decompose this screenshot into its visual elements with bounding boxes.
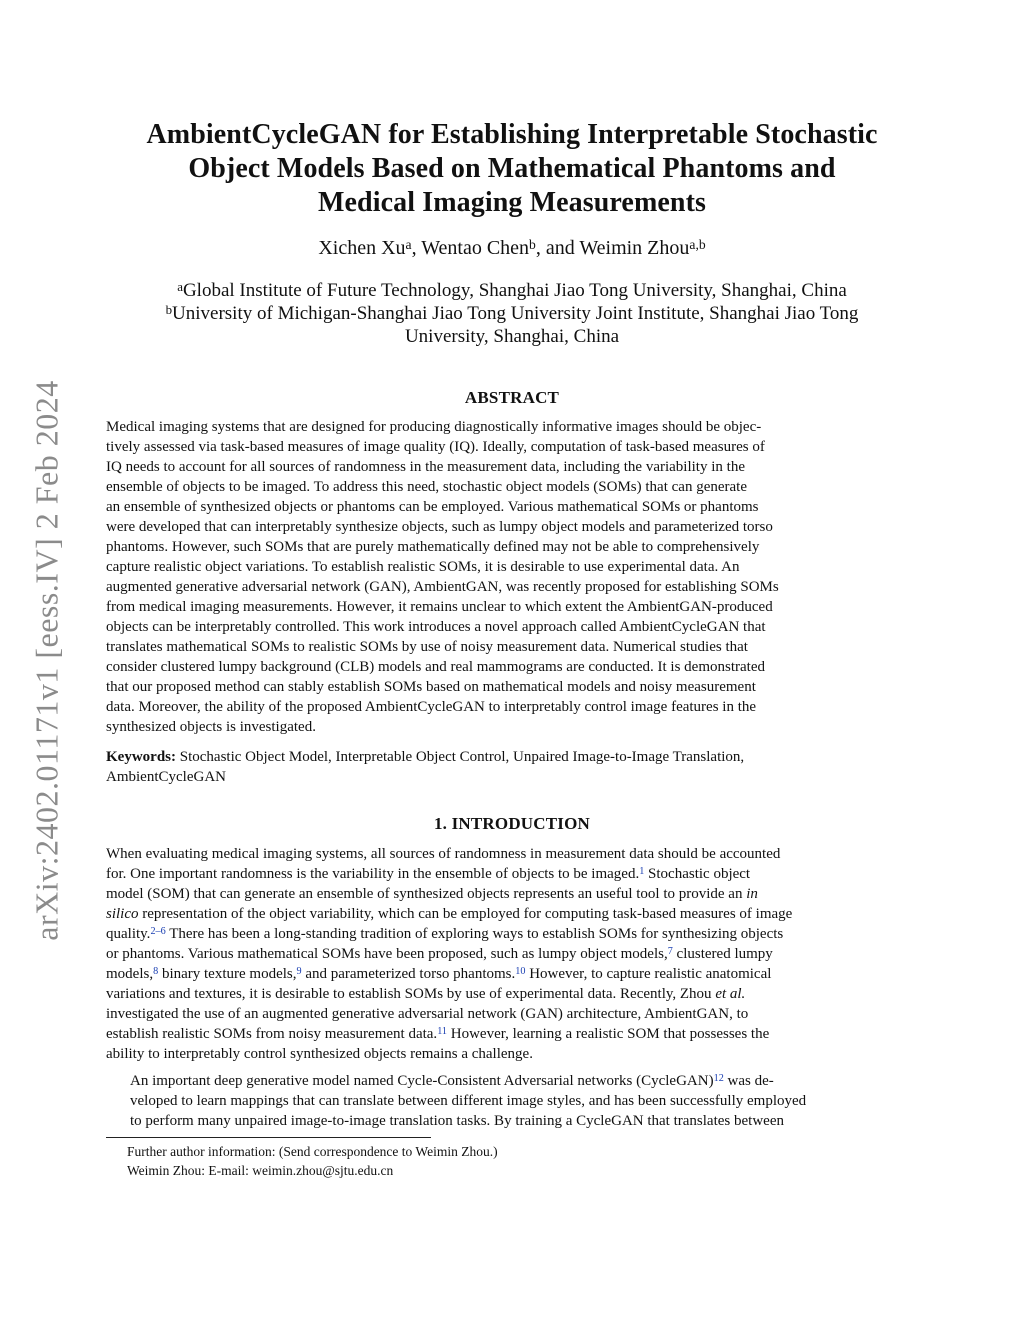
abstract-heading: ABSTRACT: [464, 388, 560, 407]
text-segment: veloped to learn mappings that can translate between different image styles, and has been successfully employed: [130, 1093, 807, 1109]
text-line: data. Moreover, the ability of the proposed AmbientCycleGAN to interpretably control image features in the: [106, 699, 757, 715]
citation-reference[interactable]: 8: [153, 966, 159, 978]
keywords-line: [106, 747, 919, 767]
author-separator: ,: [411, 237, 422, 259]
text-line: that our proposed method can stably establish SOMs based on mathematical models and noisy measurement: [106, 679, 756, 695]
text-line: [106, 884, 919, 904]
text-line: consider clustered lumpy background (CLB) models and real mammograms are conducted. It is demonstrated: [106, 659, 765, 675]
text-line: an ensemble of synthesized objects or phantoms can be employed. Various mathematical SOMs or phantoms: [106, 499, 759, 515]
keywords-paragraph: [106, 747, 919, 787]
citation-reference[interactable]: 2–6: [150, 926, 166, 938]
footnotes: [127, 1142, 827, 1180]
text-segment: and parameterized torso phantoms.: [301, 966, 516, 982]
author-list: [104, 236, 920, 260]
text-line: ensemble of objects to be imaged. To address this need, stochastic object models (SOMs) that can generate: [106, 479, 747, 495]
author-name: Weimin Zhou: [579, 237, 690, 259]
text-segment: There has been a long-standing tradition of exploring ways to establish SOMs for synthesizing objects: [165, 926, 784, 942]
abstract-body: [106, 417, 919, 737]
citation-reference[interactable]: 11: [437, 1026, 447, 1038]
affiliation-line: [104, 325, 920, 348]
title-line: Medical Imaging Measurements: [317, 187, 706, 218]
keywords-text: Stochastic Object Model, Interpretable Object Control, Unpaired Image-to-Image Translation,: [176, 749, 745, 765]
title-line: Object Models Based on Mathematical Phantoms and: [188, 153, 836, 184]
author-affiliation-marker: b: [529, 237, 536, 253]
italic-text: silico: [106, 906, 139, 922]
affiliation-line: [104, 279, 920, 302]
text-line: [106, 1071, 919, 1091]
footnote-line: Further author information: (Send correspondence to Weimin Zhou.): [127, 1144, 498, 1159]
affiliation-line: [104, 302, 920, 325]
author-name: Wentao Chen: [421, 237, 530, 259]
affiliation-text: University, Shanghai, China: [404, 326, 620, 347]
affiliation-text: University of Michigan-Shanghai Jiao Tong University Joint Institute, Shanghai Jiao Tong: [172, 303, 859, 324]
text-line: [106, 924, 919, 944]
affiliation-text: Global Institute of Future Technology, Shanghai Jiao Tong University, Shanghai, China: [182, 280, 847, 301]
text-line: capture realistic object variations. To establish realistic SOMs, it is desirable to use experimental data. An: [106, 559, 740, 575]
keywords-line: AmbientCycleGAN: [106, 769, 226, 785]
text-segment: binary texture models,: [158, 966, 297, 982]
text-segment: Stochastic object: [644, 866, 751, 882]
text-segment: to perform many unpaired image-to-image translation tasks. By training a CycleGAN that translates between: [130, 1113, 784, 1129]
text-line: [106, 984, 919, 1004]
affiliation-marker: a: [177, 279, 183, 295]
text-line: [106, 1004, 919, 1024]
text-segment: When evaluating medical imaging systems, all sources of randomness in measurement data should be accounted: [106, 846, 781, 862]
text-segment: model (SOM) that can generate an ensemble of synthesized objects represents an useful tool to provide an: [106, 886, 747, 902]
text-segment: ability to interpretably control synthesized objects remains a challenge.: [106, 1046, 533, 1062]
author-affiliation-marker: a: [405, 237, 412, 253]
introduction-heading: 1. INTRODUCTION: [433, 814, 591, 833]
text-segment: clustered lumpy: [672, 946, 773, 962]
text-segment: However, to capture realistic anatomical: [525, 966, 772, 982]
text-line: IQ needs to account for all sources of randomness in the measurement data, including the variability in the: [106, 459, 745, 475]
text-segment: models,: [106, 966, 154, 982]
citation-reference[interactable]: 1: [639, 866, 645, 878]
text-line: [106, 1044, 919, 1064]
author-affiliation-marker: a,b: [689, 237, 706, 253]
text-segment: investigated the use of an augmented generative adversarial network (GAN) architecture, AmbientGAN, to: [106, 1006, 749, 1022]
text-line: [106, 964, 919, 984]
text-line: augmented generative adversarial network (GAN), AmbientGAN, was recently proposed for establishing SOMs: [106, 579, 779, 595]
text-line: [106, 1111, 919, 1131]
text-segment: was de-: [723, 1073, 774, 1089]
affiliation-list: [104, 279, 920, 348]
introduction-paragraph-1: [106, 844, 919, 1064]
author-name: Xichen Xu: [318, 237, 406, 259]
keywords-label: Keywords:: [106, 749, 176, 765]
footnote-line: Weimin Zhou: E-mail: weimin.zhou@sjtu.edu.cn: [127, 1163, 394, 1178]
citation-reference[interactable]: 12: [713, 1073, 724, 1085]
text-line: [106, 864, 919, 884]
citation-reference[interactable]: 10: [515, 966, 526, 978]
title-line: AmbientCycleGAN for Establishing Interpretable Stochastic: [146, 119, 878, 150]
arxiv-identifier: arXiv:2402.01171v1 [eess.IV] 2 Feb 2024: [28, 379, 65, 941]
arxiv-identifier-sidebar: [18, 360, 76, 960]
citation-reference[interactable]: 9: [296, 966, 302, 978]
text-line: [106, 1091, 919, 1111]
text-segment: representation of the object variability, which can be employed for computing task-based measures of image: [138, 906, 793, 922]
affiliation-marker: b: [165, 302, 173, 318]
text-line: Medical imaging systems that are designed for producing diagnostically informative images should be objec-: [106, 419, 762, 435]
paper-title: [104, 118, 920, 220]
text-line: [106, 904, 919, 924]
text-line: synthesized objects is investigated.: [106, 719, 316, 735]
text-segment: An important deep generative model named Cycle-Consistent Adversarial networks (CycleGAN): [130, 1073, 714, 1089]
text-line: phantoms. However, such SOMs that are purely mathematically defined may not be able to comprehensively: [106, 539, 760, 555]
text-segment: quality.: [106, 926, 151, 942]
text-line: [106, 1024, 919, 1044]
text-line: [106, 844, 919, 864]
citation-reference[interactable]: 7: [667, 946, 673, 958]
text-line: were developed that can interpretably synthesize objects, such as lumpy object models and parameterized torso: [106, 519, 773, 535]
author-separator: , and: [535, 237, 580, 259]
text-line: tively assessed via task-based measures of image quality (IQ). Ideally, computation of task-based measures of: [106, 439, 765, 455]
text-segment: variations and textures, it is desirable to establish SOMs by use of experimental data. Recently, Zhou: [106, 986, 716, 1002]
text-segment: However, learning a realistic SOM that possesses the: [447, 1026, 770, 1042]
text-line: objects can be interpretably controlled. This work introduces a novel approach called AmbientCycleGAN that: [106, 619, 766, 635]
text-line: translates mathematical SOMs to realistic SOMs by use of noisy measurement data. Numerical studies that: [106, 639, 748, 655]
footnote-divider: [106, 1137, 431, 1138]
text-segment: for. One important randomness is the variability in the ensemble of objects to be imaged.: [106, 866, 640, 882]
introduction-paragraph-2: [106, 1071, 919, 1131]
text-line: [106, 944, 919, 964]
italic-text: et al.: [715, 986, 746, 1002]
italic-text: in: [746, 886, 758, 902]
text-segment: establish realistic SOMs from noisy measurement data.: [106, 1026, 438, 1042]
text-line: from medical imaging measurements. However, it remains unclear to which extent the AmbientGAN-produced: [106, 599, 773, 615]
text-segment: or phantoms. Various mathematical SOMs have been proposed, such as lumpy object models,: [106, 946, 668, 962]
title-block: [104, 118, 920, 220]
